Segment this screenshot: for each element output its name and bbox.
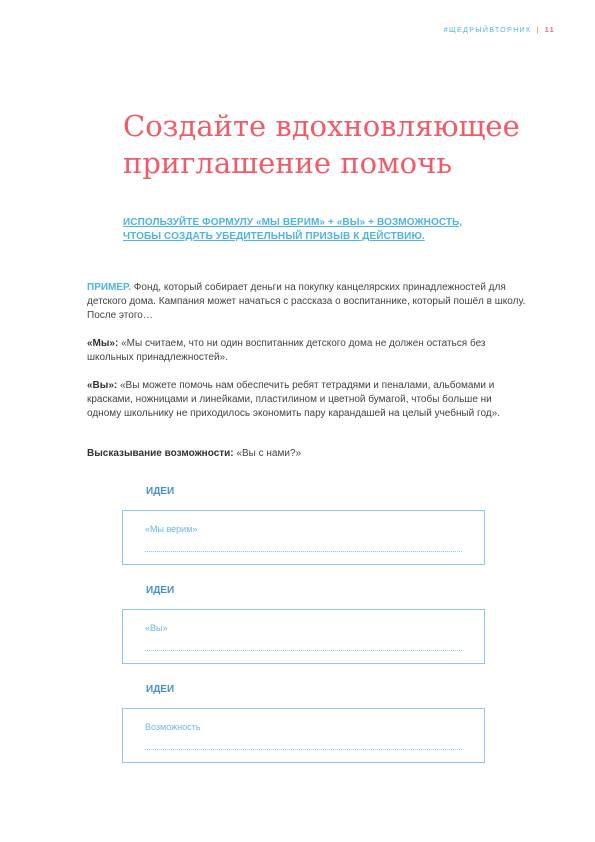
ideas-heading-3: ИДЕИ xyxy=(146,684,175,695)
ideas-hint-1: «Мы верим» xyxy=(145,524,198,534)
you-paragraph xyxy=(87,379,527,421)
ideas-field-we-believe[interactable] xyxy=(122,510,485,565)
example-text: Фонд, который собирает деньги на покупку канцелярских принадлежностей для детского дома. Кампания может начаться с рассказа о воспитаннике, который пошёл в школу. После этого… xyxy=(87,282,526,321)
header-brand: #ЩЕДРЫЙВТОРНИК xyxy=(443,27,532,34)
we-paragraph xyxy=(87,337,527,365)
ideas-hint-3: Возможность xyxy=(145,722,201,732)
writing-line xyxy=(145,749,462,750)
ideas-hint-2: «Вы» xyxy=(145,623,168,633)
page-title: Создайте вдохновляющее приглашение помочь xyxy=(123,109,520,180)
ideas-field-you[interactable] xyxy=(122,609,485,664)
possibility-label: Высказывание возможности: xyxy=(87,448,234,459)
possibility-text: «Вы с нами?» xyxy=(233,448,302,459)
writing-line xyxy=(145,650,462,651)
you-text: «Вы можете помочь нам обеспечить ребят тетрадями и пеналами, альбомами и красками, ножницами и линейками, пластилином и цветной бумагой, чтобы больше ни одному школьнику не приходилось экономить пару карандашей на целый учебный год». xyxy=(87,380,500,419)
ideas-field-possibility[interactable] xyxy=(122,708,485,763)
example-label: ПРИМЕР. xyxy=(87,282,131,293)
writing-line xyxy=(145,551,462,552)
possibility-paragraph xyxy=(87,447,527,461)
example-paragraph xyxy=(87,281,527,323)
page-number: 11 xyxy=(544,27,555,34)
ideas-heading-1: ИДЕИ xyxy=(146,486,175,497)
formula-callout: ИСПОЛЬЗУЙТЕ ФОРМУЛУ «МЫ ВЕРИМ» + «ВЫ» + ВОЗМОЖНОСТЬ, ЧТОБЫ СОЗДАТЬ УБЕДИТЕЛЬНЫЙ ПРИЗЫВ К ДЕЙСТВИЮ. xyxy=(123,217,463,242)
running-header xyxy=(444,27,555,34)
we-label: «Мы»: xyxy=(87,338,119,349)
you-label: «Вы»: xyxy=(87,380,118,391)
header-separator: | xyxy=(536,27,540,34)
ideas-heading-2: ИДЕИ xyxy=(146,585,175,596)
we-text: «Мы считаем, что ни один воспитанник детского дома не должен остаться без школьных принадлежностей». xyxy=(87,338,486,363)
